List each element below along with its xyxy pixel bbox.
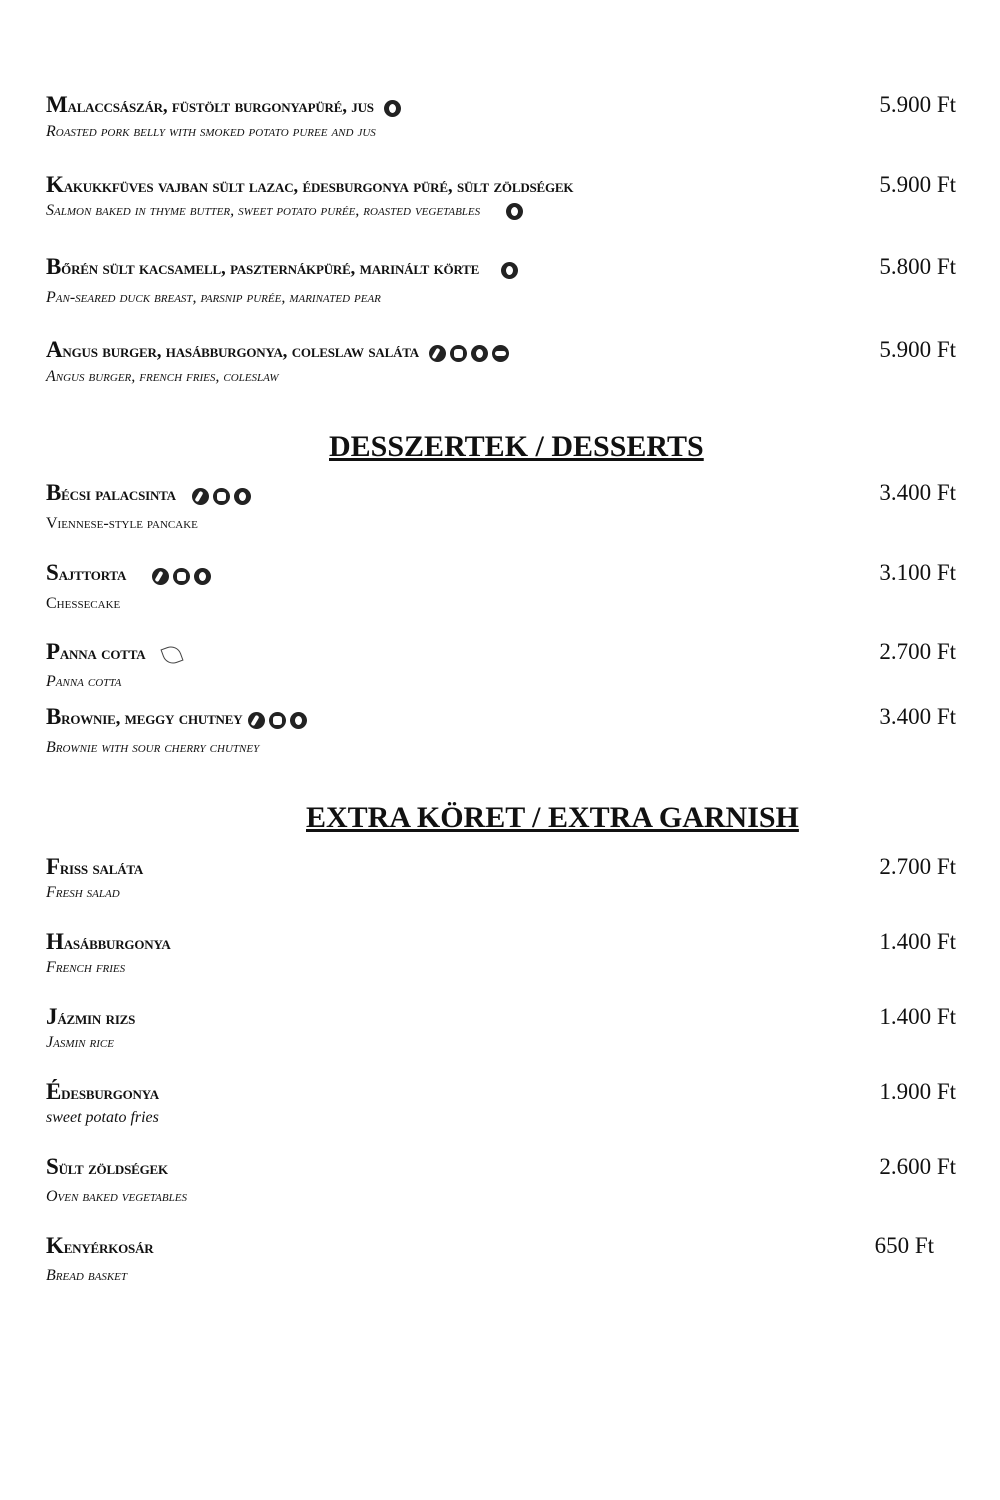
item-price: 1.400 Ft xyxy=(879,1004,956,1029)
item-name: Sajttorta xyxy=(46,560,956,587)
menu-item xyxy=(46,639,956,691)
lactose-icon xyxy=(194,568,211,585)
menu-item xyxy=(46,337,956,386)
item-translation: Oven baked vegetables xyxy=(46,1188,187,1205)
item-price: 1.900 Ft xyxy=(879,1079,956,1104)
item-price: 5.900 Ft xyxy=(879,337,956,362)
menu-item xyxy=(46,1079,956,1127)
item-translation: Viennese-style pancake xyxy=(46,514,198,532)
item-price: 3.400 Ft xyxy=(879,704,956,729)
lactose-icon xyxy=(234,488,251,505)
item-translation: Jasmin rice xyxy=(46,1034,114,1051)
mustard-icon xyxy=(492,345,509,362)
item-price: 2.700 Ft xyxy=(879,854,956,879)
item-name: Jázmin rizs xyxy=(46,1004,136,1029)
item-name: Angus burger, hasábburgonya, coleslaw saláta xyxy=(46,337,956,364)
item-translation: Brownie with sour cherry chutney xyxy=(46,738,260,756)
egg-icon xyxy=(269,712,286,729)
item-name: Friss saláta xyxy=(46,854,144,879)
item-name: Bécsi palacsinta xyxy=(46,480,956,507)
gluten-icon xyxy=(429,345,446,362)
menu-item xyxy=(46,172,956,220)
menu-item xyxy=(46,704,956,757)
item-price: 3.100 Ft xyxy=(879,560,956,585)
vegetarian-icon xyxy=(161,643,184,666)
item-name: Panna cotta xyxy=(46,639,956,665)
item-translation: sweet potato fries xyxy=(46,1109,159,1126)
item-name: Édesburgonya xyxy=(46,1079,159,1104)
item-name: Sült zöldségek xyxy=(46,1154,168,1179)
gluten-icon xyxy=(192,488,209,505)
item-price: 5.900 Ft xyxy=(879,92,956,117)
item-translation: Angus burger, french fries, coleslaw xyxy=(46,367,279,385)
item-name: Bőrén sült kacsamell, paszternákpüré, marinált körte xyxy=(46,254,956,281)
menu-item xyxy=(46,1233,956,1285)
item-price: 2.700 Ft xyxy=(879,639,956,664)
item-price: 1.400 Ft xyxy=(879,929,956,954)
menu-item xyxy=(46,1154,956,1206)
menu-item xyxy=(46,854,956,902)
item-translation: Bread basket xyxy=(46,1267,127,1284)
item-translation: Chessecake xyxy=(46,594,121,612)
item-name: Hasábburgonya xyxy=(46,929,171,954)
item-price: 3.400 Ft xyxy=(879,480,956,505)
item-price: 5.900 Ft xyxy=(879,172,956,197)
item-translation: Salmon baked in thyme butter, sweet potato purée, roasted vegetables xyxy=(46,202,956,220)
menu-item xyxy=(46,254,956,307)
menu-item xyxy=(46,560,956,613)
item-name: Malaccsászár, füstölt burgonyapüré, jus xyxy=(46,92,956,119)
item-name: Brownie, meggy chutney xyxy=(46,704,956,731)
item-name: Kakukkfüves vajban sült lazac, édesburgonya püré, sült zöldségek xyxy=(46,172,574,197)
lactose-icon xyxy=(290,712,307,729)
item-translation: Fresh salad xyxy=(46,884,120,901)
lactose-icon xyxy=(384,100,401,117)
lactose-icon xyxy=(501,262,518,279)
section-heading-garnish: EXTRA KÖRET / EXTRA GARNISH xyxy=(306,801,799,834)
lactose-icon xyxy=(471,345,488,362)
menu-item xyxy=(46,480,956,533)
menu-item xyxy=(46,92,956,141)
item-price: 650 Ft xyxy=(874,1233,934,1258)
item-translation: Pan-seared duck breast, parsnip purée, marinated pear xyxy=(46,288,381,306)
section-heading-desserts: DESSZERTEK / DESSERTS xyxy=(329,430,704,463)
gluten-icon xyxy=(248,712,265,729)
menu-item xyxy=(46,929,956,977)
item-price: 2.600 Ft xyxy=(879,1154,956,1179)
egg-icon xyxy=(213,488,230,505)
item-translation: Panna cotta xyxy=(46,673,122,690)
item-translation: Roasted pork belly with smoked potato puree and jus xyxy=(46,122,376,140)
lactose-icon xyxy=(506,203,523,220)
egg-icon xyxy=(450,345,467,362)
gluten-icon xyxy=(152,568,169,585)
egg-icon xyxy=(173,568,190,585)
menu-item xyxy=(46,1004,956,1052)
item-price: 5.800 Ft xyxy=(879,254,956,279)
item-name: Kenyérkosár xyxy=(46,1233,154,1258)
item-translation: French fries xyxy=(46,959,126,976)
